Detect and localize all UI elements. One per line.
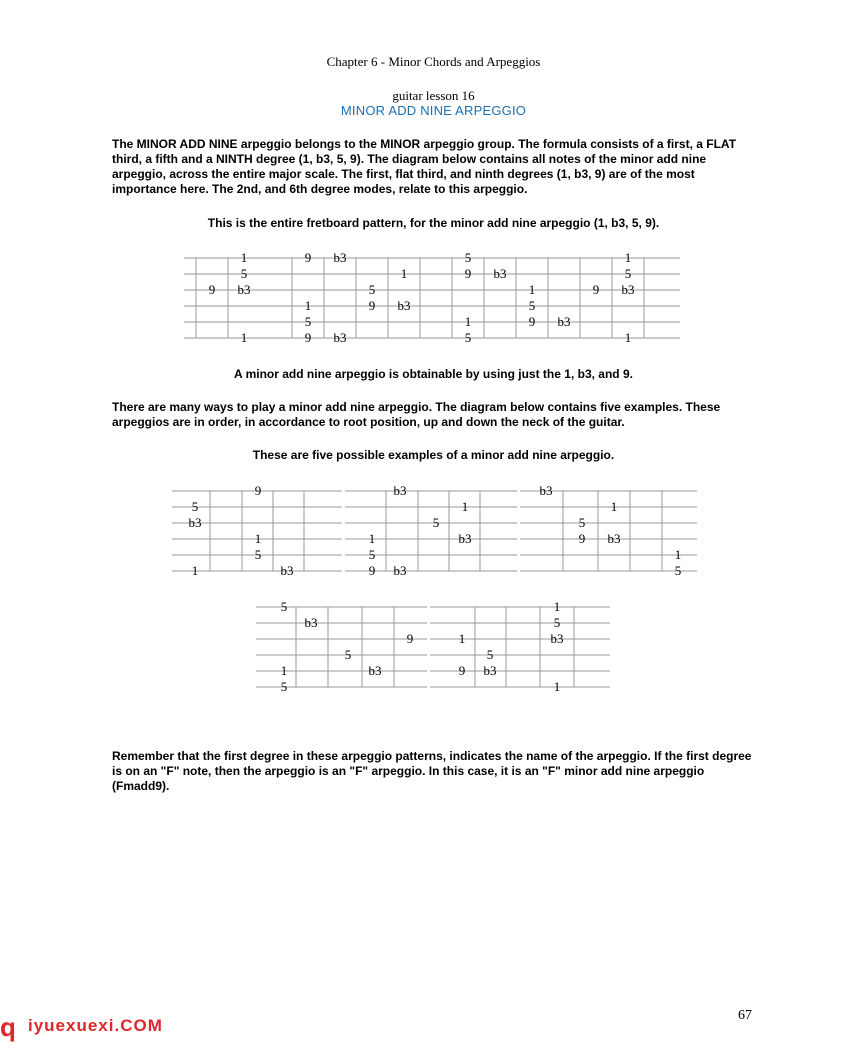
example-4-group <box>256 599 427 694</box>
note-label: b3 <box>237 282 251 297</box>
note-label: 9 <box>304 250 312 265</box>
note-label: 5 <box>464 330 472 345</box>
note-label: 9 <box>458 663 466 678</box>
note-label: b3 <box>550 631 564 646</box>
note-label: 5 <box>464 250 472 265</box>
note-label: 9 <box>368 298 376 313</box>
note-label: 1 <box>304 298 312 313</box>
note-label: 9 <box>578 531 586 546</box>
note-label: b3 <box>333 250 347 265</box>
note-label: 1 <box>528 282 536 297</box>
note-label: 5 <box>432 515 440 530</box>
note-label: b3 <box>539 483 553 498</box>
note-label: 5 <box>304 314 312 329</box>
note-label: 5 <box>674 563 682 578</box>
note-label: 9 <box>304 330 312 345</box>
note-label: 5 <box>240 266 248 281</box>
note-label: b3 <box>393 563 407 578</box>
watermark-text: iyuexuexi.COM <box>28 1016 163 1035</box>
note-label: 9 <box>464 266 472 281</box>
chapter-title: Chapter 6 - Minor Chords and Arpeggios <box>326 54 541 69</box>
note-label: 5 <box>624 266 632 281</box>
lesson-subtitle: MINOR ADD NINE ARPEGGIO <box>340 103 527 118</box>
example-5-group <box>430 599 610 694</box>
note-label: 1 <box>191 563 199 578</box>
note-label: 9 <box>208 282 216 297</box>
examples-paragraph: There are many ways to play a minor add nine arpeggio. The diagram below contains five examples. These arpeggios are in order, in accordance to root position, up and down the neck of the guitar. <box>112 400 721 429</box>
note-label: 5 <box>368 547 376 562</box>
watermark-logo: q <box>0 1012 16 1042</box>
note-label: 5 <box>191 499 199 514</box>
example-3-group <box>520 483 697 578</box>
note-label: 1 <box>368 531 376 546</box>
note-label: 1 <box>240 330 248 345</box>
note-label: b3 <box>368 663 382 678</box>
note-label: 9 <box>592 282 600 297</box>
note-label: 1 <box>674 547 682 562</box>
remember-paragraph: Remember that the first degree in these arpeggio patterns, indicates the name of the arpeggio. If the first degree is on an "F" note, then the arpeggio is an "F" arpeggio. In this case, it is an "F" minor add nine arpeggio (Fmadd9). <box>112 749 752 793</box>
note-label: 1 <box>240 250 248 265</box>
note-label: 1 <box>280 663 288 678</box>
note-label: b3 <box>557 314 571 329</box>
five-examples-caption: These are five possible examples of a minor add nine arpeggio. <box>252 448 615 462</box>
note-label: b3 <box>621 282 635 297</box>
note-label: 5 <box>528 298 536 313</box>
note-label: 5 <box>280 679 288 694</box>
note-label: 1 <box>458 631 466 646</box>
note-label: b3 <box>333 330 347 345</box>
note-label: 1 <box>400 266 408 281</box>
note-label: 5 <box>578 515 586 530</box>
note-label: 1 <box>461 499 469 514</box>
lesson-label: guitar lesson 16 <box>392 88 475 103</box>
note-label: 9 <box>528 314 536 329</box>
note-label: 1 <box>553 679 561 694</box>
note-label: 5 <box>254 547 262 562</box>
note-label: 9 <box>254 483 262 498</box>
note-label: b3 <box>304 615 318 630</box>
note-label: 9 <box>368 563 376 578</box>
obtainable-note: A minor add nine arpeggio is obtainable by using just the 1, b3, and 9. <box>234 367 633 381</box>
note-label: b3 <box>493 266 507 281</box>
note-label: b3 <box>607 531 621 546</box>
intro-paragraph: The MINOR ADD NINE arpeggio belongs to the MINOR arpeggio group. The formula consists of a first, a FLAT third, a fifth and a NINTH degree (1, b3, 5, 9). The diagram below contains all notes of the minor add nine arpeggio, across the entire major scale. The first, flat third, and ninth degrees (1, b3, 9) are of the most importance here. The 2nd, and 6th degree modes, relate to this arpeggio. <box>112 137 737 196</box>
note-label: 9 <box>406 631 414 646</box>
full-fretboard-group <box>184 250 680 345</box>
page-number: 67 <box>738 1008 752 1023</box>
note-label: 5 <box>344 647 352 662</box>
note-label: b3 <box>397 298 411 313</box>
note-label: 1 <box>553 599 561 614</box>
note-label: 1 <box>610 499 618 514</box>
example-2-group <box>345 483 517 578</box>
note-label: b3 <box>458 531 472 546</box>
note-label: b3 <box>483 663 497 678</box>
full-fretboard-caption: This is the entire fretboard pattern, for the minor add nine arpeggio (1, b3, 5, 9). <box>207 216 660 230</box>
note-label: 5 <box>280 599 288 614</box>
note-label: b3 <box>393 483 407 498</box>
note-label: 1 <box>624 250 632 265</box>
note-label: 1 <box>464 314 472 329</box>
note-label: b3 <box>280 563 294 578</box>
note-label: 5 <box>368 282 376 297</box>
note-label: 1 <box>624 330 632 345</box>
example-1-group <box>172 483 342 578</box>
note-label: b3 <box>188 515 202 530</box>
note-label: 5 <box>486 647 494 662</box>
note-label: 1 <box>254 531 262 546</box>
note-label: 5 <box>553 615 561 630</box>
